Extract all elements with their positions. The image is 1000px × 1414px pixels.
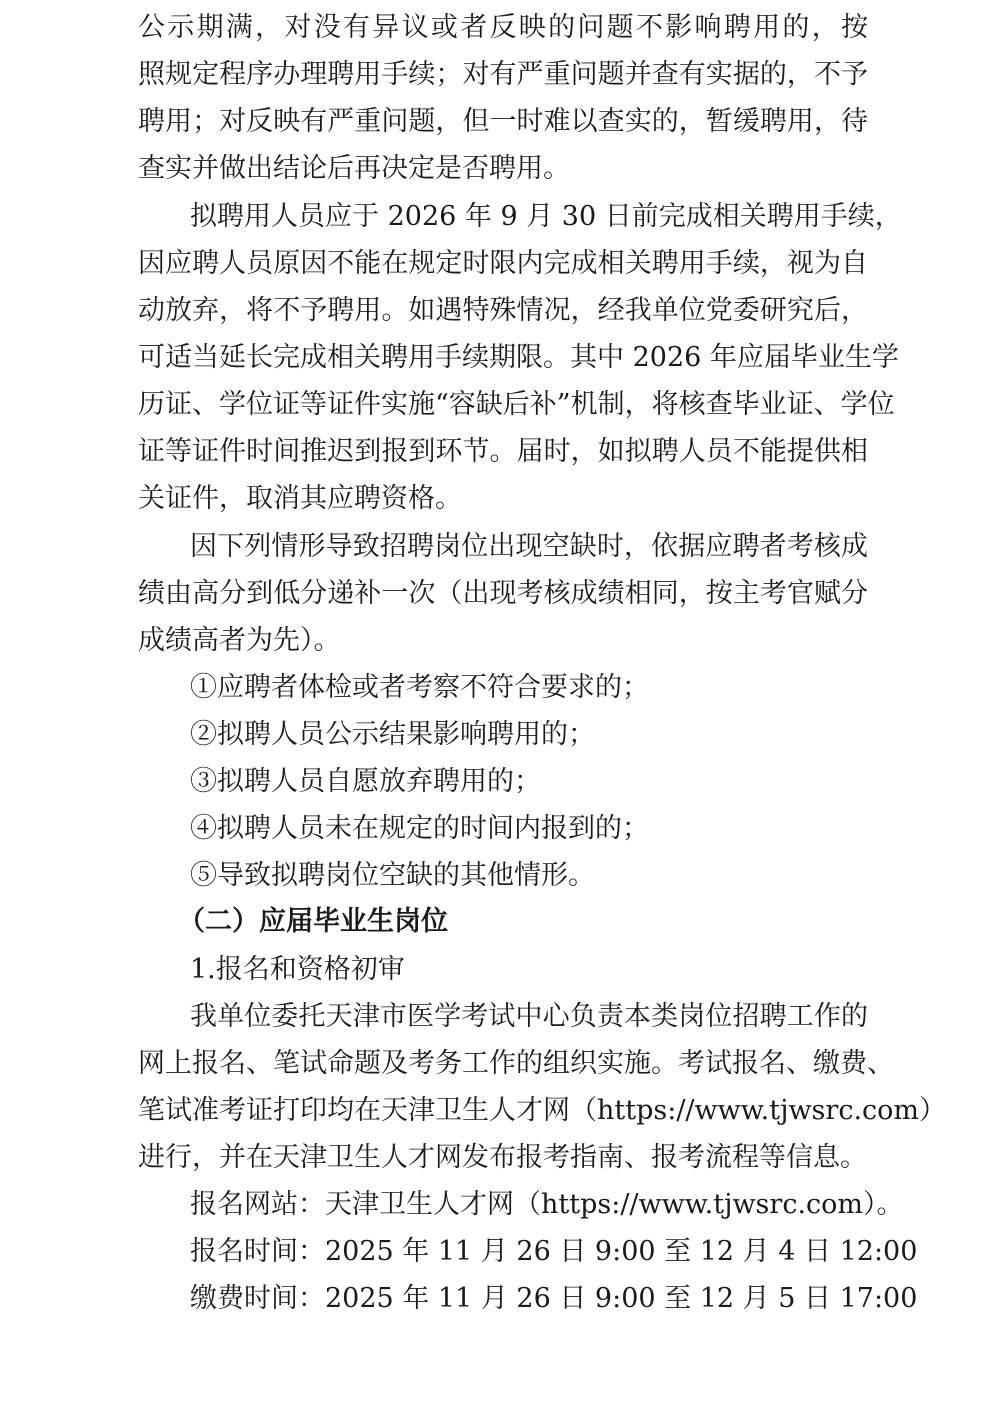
section-heading-2: （二）应届毕业生岗位 bbox=[178, 906, 448, 937]
registration-website: 报名网站：天津卫生人才网（https://www.tjwsrc.com）。 bbox=[190, 1189, 904, 1220]
list-item-3: ③拟聘人员自愿放弃聘用的； bbox=[190, 766, 541, 797]
paragraph-3-line-1: 因下列情形导致招聘岗位出现空缺时，依据应聘者考核成 bbox=[190, 531, 868, 562]
registration-time: 报名时间：2025 年 11 月 26 日 9:00 至 12 月 4 日 12:00 bbox=[190, 1236, 918, 1267]
paragraph-2-line-2: 因应聘人员原因不能在规定时限内完成相关聘用手续，视为自 bbox=[138, 248, 868, 279]
payment-time: 缴费时间：2025 年 11 月 26 日 9:00 至 12 月 5 日 17:00 bbox=[190, 1283, 918, 1314]
list-item-4: ④拟聘人员未在规定的时间内报到的； bbox=[190, 813, 649, 844]
paragraph-4-line-2: 网上报名、笔试命题及考务工作的组织实施。考试报名、缴费、 bbox=[138, 1048, 894, 1079]
paragraph-1-line-2: 照规定程序办理聘用手续；对有严重问题并查有实据的，不予 bbox=[138, 59, 868, 90]
paragraph-3-line-3: 成绩高者为先）。 bbox=[138, 625, 341, 656]
paragraph-2-line-6: 证等证件时间推迟到报到环节。届时，如拟聘人员不能提供相 bbox=[138, 436, 868, 467]
list-item-2: ②拟聘人员公示结果影响聘用的； bbox=[190, 719, 595, 750]
paragraph-2-line-7: 关证件，取消其应聘资格。 bbox=[138, 483, 462, 514]
subheading-registration: 1.报名和资格初审 bbox=[190, 954, 405, 985]
paragraph-2-line-4: 可适当延长完成相关聘用手续期限。其中 2026 年应届毕业生学 bbox=[138, 342, 899, 373]
list-item-5: ⑤导致拟聘岗位空缺的其他情形。 bbox=[190, 860, 595, 891]
list-item-1: ①应聘者体检或者考察不符合要求的； bbox=[190, 672, 649, 703]
paragraph-4-line-1: 我单位委托天津市医学考试中心负责本类岗位招聘工作的 bbox=[190, 1001, 868, 1032]
paragraph-1-line-1: 公示期满，对没有异议或者反映的问题不影响聘用的，按 bbox=[138, 12, 868, 43]
paragraph-4-line-3: 笔试准考证打印均在天津卫生人才网（https://www.tjwsrc.com） bbox=[138, 1095, 947, 1126]
paragraph-2-line-3: 动放弃，将不予聘用。如遇特殊情况，经我单位党委研究后， bbox=[138, 295, 868, 326]
paragraph-2-line-1: 拟聘用人员应于 2026 年 9 月 30 日前完成相关聘用手续， bbox=[190, 201, 902, 232]
paragraph-1-line-3: 聘用；对反映有严重问题，但一时难以查实的，暂缓聘用，待 bbox=[138, 106, 868, 137]
paragraph-2-line-5: 历证、学位证等证件实施“容缺后补”机制，将核查毕业证、学位 bbox=[138, 389, 895, 420]
paragraph-4-line-4: 进行，并在天津卫生人才网发布报考指南、报考流程等信息。 bbox=[138, 1142, 867, 1173]
paragraph-3-line-2: 绩由高分到低分递补一次（出现考核成绩相同，按主考官赋分 bbox=[138, 578, 868, 609]
paragraph-1-line-4: 查实并做出结论后再决定是否聘用。 bbox=[138, 153, 570, 184]
